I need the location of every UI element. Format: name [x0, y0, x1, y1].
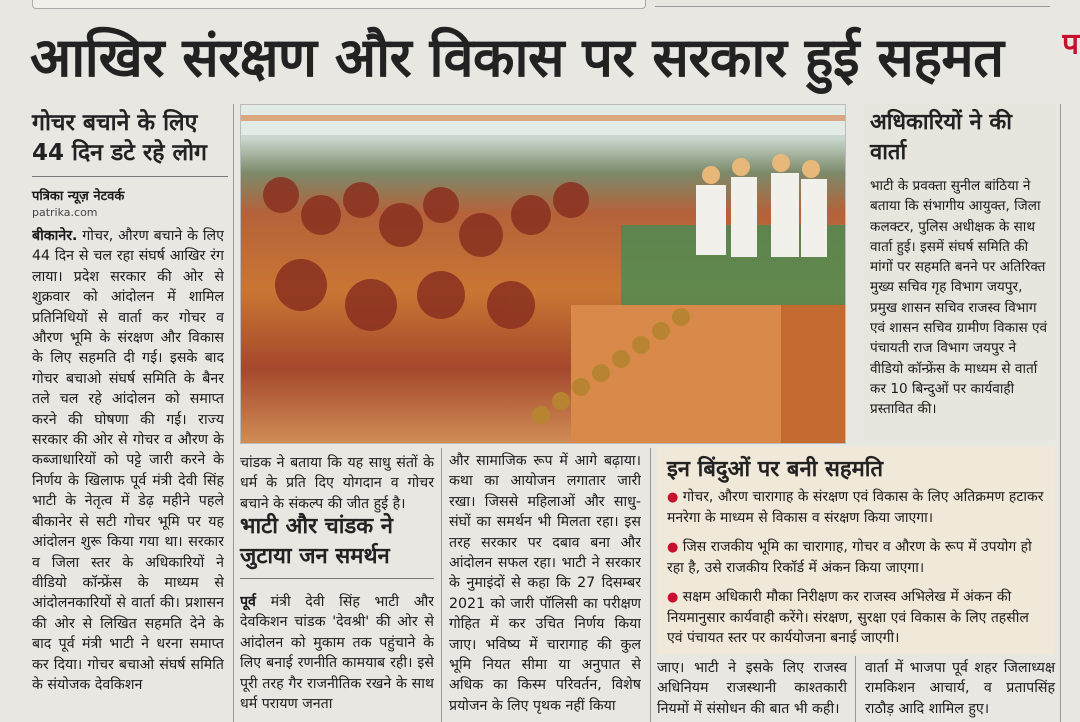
bullet-icon: ●: [667, 490, 679, 505]
column-rule: [855, 656, 856, 722]
bullet-icon: ●: [667, 540, 679, 555]
left-article-body: [32, 226, 224, 720]
column-rule: [1060, 104, 1061, 722]
sidebar-box: [864, 104, 1056, 440]
crowd-illustration: [241, 105, 845, 443]
bullet-icon: ●: [667, 590, 679, 605]
mid-body: [240, 592, 434, 720]
cropped-edge-mark: प: [1062, 27, 1080, 54]
right-body: और सामाजिक रूप में आगे बढ़ाया। कथा का आयोजन लगातार जारी रखा। जिससे महिलाओं और साधु-संघों का समर्थन भी मिलता रहा। इस तरह सरकार पर दबाव बना और आंदोलन सफल रहा। भाटी ने सरकार के नुमाइंदों से कहा कि 27 दिसम्बर 2021 को जारी पॉलिसी का परीक्षण गोहित में कर उचित निर्णय किया जाए। भविष्य में चारागाह की कुल भूमि नियत सीमा या अनुपात से अधिक का किस्म परिवर्तन, विशेष प्रयोजन के लिए पृथक नहीं किया: [449, 453, 641, 714]
points-title: इन बिंदुओं पर बनी सहमति: [667, 457, 883, 482]
column-rule: [441, 448, 442, 722]
sidebar-title: अधिकारियों ने की वार्ता: [870, 110, 1012, 165]
top-rule: [655, 6, 1050, 7]
site-name: patrika.com: [32, 206, 98, 219]
byline: पत्रिका न्यूज़ नेटवर्क: [32, 189, 125, 204]
bottom-text-b: वार्ता में भाजपा पूर्व शहर जिलाध्यक्ष रामकिशन आचार्य, व प्रतापसिंह राठौड़ आदि शामिल हुए।: [865, 660, 1055, 717]
points-box: [657, 447, 1055, 655]
point-item: ● सक्षम अधिकारी मौका निरीक्षण कर राजस्व अभिलेख में अंकन की नियमानुसार कार्यवाही करेंगे। संरक्षण, सुरक्षा एवं विकास के लिए तहसील एवं पंचायत स्तर पर कार्ययोजना बनाई जाएगी।: [667, 589, 1029, 646]
point-item: ● जिस राजकीय भूमि का चारागाह, गोचर व औरण के रूप में उपयोग हो रहा है, उसे राजकीय रिकॉर्ड में अंकन किया जाएगा।: [667, 539, 1032, 576]
cropped-edge-column: [1066, 78, 1080, 124]
left-body-text: गोचर, औरण बचाने के लिए 44 दिन से चल रहा संघर्ष आखिर रंग लाया। प्रदेश सरकार की ओर से शुक्रवार को आंदोलन में शामिल प्रतिनिधियों से वार्ता कर गोचर व औरण भूमि के संरक्षण और विकास के लिए सहमति दी गई। इसके बाद गोचर बचाओ संघर्ष समिति के बैनर तले चल रहे आंदोलन को समाप्त करने की घोषणा की गई। राज्य सरकार की ओर से गोचर व औरण के कब्जाधारियों को पट्टे जारी करने के निर्णय के खिलाफ पूर्व मंत्री देवी सिंह भाटी के नेतृत्व में डेढ़ महीने पहले बीकानेर से सटी गोचर भूमि पर यह आंदोलन शुरू किया गया था। सरकार व जिला स्तर के अधिकारियों ने वीडियो कॉन्फ्रेंस के माध्यम से आंदोलनकारियों से वार्ता की। प्रशासन की ओर से लिखित सहमति देने के बाद पूर्व मंत्री भाटी ने धरना समाप्त कर दिया। गोचर बचाओ संघर्ष समिति के संयोजक देवकिशन: [32, 228, 224, 693]
news-photo: [240, 104, 846, 444]
column-rule: [233, 104, 234, 722]
left-subhead: गोचर बचाने के लिए 44 दिन डटे रहे लोग: [32, 110, 207, 166]
headline: आखिर संरक्षण और विकास पर सरकार हुई सहमत: [30, 26, 1004, 89]
sidebar-body: भाटी के प्रवक्ता सुनील बांठिया ने बताया कि संभागीय आयुक्त, जिला कलक्टर, पुलिस अधीक्षक के साथ वार्ता हुई। इसमें संघर्ष समिति की मांगों पर सहमति बनने पर अतिरिक्त मुख्य सचिव गृह विभाग जयपुर, प्रमुख शासन सचिव राजस्व विभाग एवं शासन सचिव ग्रामीण विकास एवं पंचायती राज विभाग जयपुर ने वीडियो कॉन्फ्रेंस के माध्यम से वार्ता कर 10 बिन्दुओं पर कार्यवाही प्रस्तावित की।: [870, 178, 1048, 418]
column-rule: [650, 448, 651, 722]
mid-subhead: भाटी और चांडक ने जुटाया जन समर्थन: [240, 514, 393, 569]
top-edge-strip: [32, 0, 646, 9]
dateline: बीकानेर.: [32, 228, 78, 244]
bottom-text-a: जाए। भाटी ने इसके लिए राजस्व अधिनियम राजस्थानी काश्तकारी नियमों में संसोधन की बात भी कही।: [657, 660, 847, 717]
point-item: ● गोचर, औरण चारागाह के संरक्षण एवं विकास के लिए अतिक्रमण हटाकर मनरेगा के माध्यम से विकास व संरक्षण किया जाएगा।: [667, 489, 1044, 526]
divider: [240, 578, 434, 579]
divider: [32, 176, 228, 177]
mid-body-text: मंत्री देवी सिंह भाटी और देवकिशन चांडक 'देवश्री' की ओर से आंदोलन को मुकाम तक पहुंचाने के लिए बनाई रणनीति कामयाब रही। इसे पूरी तरह गैर राजनीतिक रखने के साथ धर्म परायण जनता: [240, 594, 434, 713]
lead-word: पूर्व: [240, 594, 256, 610]
mid-top-text: चांडक ने बताया कि यह साधु संतों के धर्म के प्रति दिए योगदान व गोचर बचाने के संकल्प की जीत हुई है।: [240, 455, 434, 512]
